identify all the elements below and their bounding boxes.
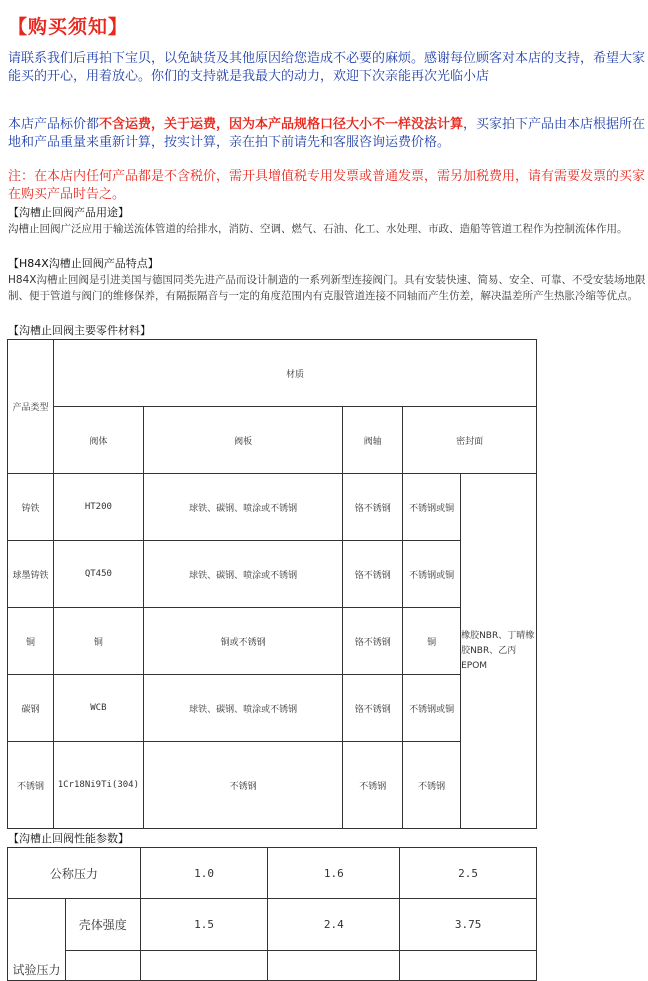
row-body: WCB [53,675,143,742]
material-header: 材质 [53,340,536,407]
section-features-heading: 【H84X沟槽止回阀产品特点】 [8,257,159,270]
contact-notice: 请联系我们后再拍下宝贝，以免缺货及其他原因给您造成不必要的麻烦。感谢每位顾客对本店的支持，希望大家能买的开心，用着放心。你们的支持就是我最大的动力，欢迎下次亲能再次光临小店 [8,51,646,84]
section-materials-heading: 【沟槽止回阀主要零件材料】 [8,324,151,337]
table-row [8,608,537,675]
shell-strength-label: 壳体强度 [65,899,140,951]
type-header: 产品类型 [8,340,54,474]
row-seal: 不锈钢 [403,742,461,829]
shell-value: 2.4 [268,899,400,951]
empty-cell [400,951,537,981]
shell-value: 1.5 [140,899,268,951]
row-type: 不锈钢 [8,742,54,829]
row-disc: 球铁、碳钢、喷涂或不锈钢 [143,474,343,541]
row-type: 铜 [8,608,54,675]
row-shaft: 铬不锈钢 [343,608,403,675]
col-body: 阀体 [53,407,143,474]
nominal-pressure-label: 公称压力 [8,848,141,899]
shipping-notice-part2: ，买家拍下产品由本店根据所在地和产品重量来重新计算，按实计算，亲在拍下前请先和客服咨询运费价格。 [8,117,646,150]
page-title: 【购买须知】 [8,16,129,38]
empty-cell [268,951,400,981]
empty-cell [140,951,268,981]
nominal-value: 1.6 [268,848,400,899]
row-shaft: 不锈钢 [343,742,403,829]
row-type: 球墨铸铁 [8,541,54,608]
row-seal: 不锈钢或铜 [403,541,461,608]
table-row [8,675,537,742]
shell-value: 3.75 [400,899,537,951]
col-disc: 阀板 [143,407,343,474]
section-performance-heading: 【沟槽止回阀性能参数】 [8,832,129,845]
shipping-notice-emphasis: 不含运费，关于运费，因为本产品规格口径大小不一样没法计算 [99,117,464,132]
row-shaft: 铬不锈钢 [343,541,403,608]
row-disc: 球铁、碳钢、喷涂或不锈钢 [143,675,343,742]
table-row [8,541,537,608]
materials-table [7,339,537,829]
test-pressure-label: 试验压力 [8,899,66,981]
shipping-notice [8,116,648,152]
row-body: 1Cr18Ni9Ti(304) [53,742,143,829]
table-row [8,474,537,541]
table-row [8,742,537,829]
col-shaft: 阀轴 [343,407,403,474]
shipping-notice-part1: 本店产品标价都 [8,117,100,132]
row-seal: 不锈钢或铜 [403,474,461,541]
section-use-text: 沟槽止回阀广泛应用于输送流体管道的给排水，消防、空调、燃气、石油、化工、水处理、市政、造船等管道工程作为控制流体作用。 [8,223,628,235]
col-seal: 密封面 [403,407,537,474]
row-seal: 铜 [403,608,461,675]
row-disc: 铜或不锈钢 [143,608,343,675]
rubber-cell: 橡胶NBR、丁晴橡胶NBR、乙丙EPOM [461,474,537,829]
row-shaft: 铬不锈钢 [343,675,403,742]
row-body: 铜 [53,608,143,675]
row-shaft: 铬不锈钢 [343,474,403,541]
tax-notice: 注：在本店内任何产品都是不含税价，需开具增值税专用发票或普通发票，需另加税费用，请有需要发票的买家在购买产品时告之。 [8,169,646,202]
nominal-value: 2.5 [400,848,537,899]
row-type: 碳钢 [8,675,54,742]
section-use-heading: 【沟槽止回阀产品用途】 [8,206,129,219]
empty-cell [65,951,140,981]
row-body: HT200 [53,474,143,541]
section-features-text: H84X沟槽止回阀是引进美国与德国同类先进产品而设计制造的一系列新型连接阀门。具有安装快速、简易、安全、可靠、不受安装场地限制、便于管道与阀门的维修保养，有隔振隔音与一定的角度范围内有克服管道连接不同轴而产生仿差，解决温差所产生热胀冷缩等优点。 [8,274,646,302]
row-disc: 球铁、碳钢、喷涂或不锈钢 [143,541,343,608]
row-disc: 不锈钢 [143,742,343,829]
row-type: 铸铁 [8,474,54,541]
nominal-value: 1.0 [140,848,268,899]
row-body: QT450 [53,541,143,608]
performance-table [7,847,537,981]
row-seal: 不锈钢或铜 [403,675,461,742]
